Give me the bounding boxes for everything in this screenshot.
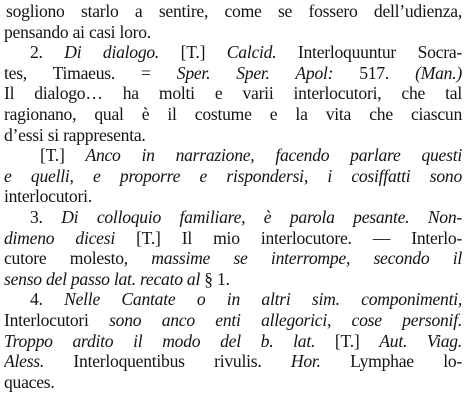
quotation-text: d’essi si rappresenta. bbox=[4, 124, 146, 145]
text-line-14 bbox=[4, 269, 462, 290]
author-citation: Hor. bbox=[290, 351, 321, 372]
sense-heading: e quelli, e proporre e rispondersi, i cosiffatti sono bbox=[4, 165, 462, 186]
section-number: 3. bbox=[30, 206, 62, 227]
author-citation: Aut. Viag. bbox=[379, 330, 462, 351]
section-number: 2. bbox=[30, 42, 65, 63]
text-line-4 bbox=[4, 63, 462, 84]
quotation-text: [T.] Il mio interlocutore. — Interlo- bbox=[114, 227, 462, 248]
author-citation: Aless. bbox=[4, 351, 45, 372]
text-segment: sogliono starlo a sentire, come se fossero dell’udienza, bbox=[6, 1, 462, 21]
text-line-5 bbox=[4, 83, 462, 104]
author-citation: Sper. Sper. Apol: bbox=[176, 62, 334, 83]
quotation-text: Interloquuntur Socra- bbox=[276, 42, 462, 63]
text-line-1 bbox=[4, 1, 462, 22]
text-line-8 bbox=[4, 145, 462, 166]
quotation-text: ragionano, qual è il costume e la vita che ciascun bbox=[4, 103, 462, 124]
headword-form: Interlocutori bbox=[4, 309, 110, 330]
sense-heading: Di dialogo. bbox=[64, 42, 160, 63]
quotation-text: Interloquentibus rivulis. bbox=[44, 351, 291, 372]
quotation-text: cutore molesto, bbox=[4, 248, 152, 269]
sense-heading: senso del passo lat. recato al bbox=[4, 268, 201, 289]
quotation-text: tes, Timaeus. = bbox=[4, 62, 177, 83]
quotation-text: quaces. bbox=[4, 371, 55, 392]
text-line-18 bbox=[4, 351, 462, 372]
source-tag: [T.] bbox=[315, 330, 380, 351]
text-line-16 bbox=[4, 310, 462, 331]
author-citation: Calcid. bbox=[226, 42, 277, 63]
text-line-3 bbox=[4, 42, 462, 63]
dictionary-entry-text bbox=[4, 1, 462, 392]
sense-heading: Di colloquio familiare, è parola pesante. Non- bbox=[61, 206, 462, 227]
text-line-19 bbox=[4, 372, 462, 393]
sense-heading: Troppo ardito il modo del b. lat. bbox=[4, 330, 316, 351]
text-line-15 bbox=[4, 289, 462, 310]
sense-heading: dimeno dicesi bbox=[4, 227, 115, 248]
section-number: 4. bbox=[30, 289, 65, 310]
text-line-17 bbox=[4, 331, 462, 352]
page-reference: 517. bbox=[333, 62, 416, 83]
text-segment: pensando ai casi loro. bbox=[4, 21, 151, 42]
text-line-13 bbox=[4, 248, 462, 269]
quotation-text: interlocutori. bbox=[4, 186, 92, 207]
text-line-2 bbox=[4, 22, 462, 43]
quotation-text: Lymphae lo- bbox=[320, 351, 462, 372]
text-line-11 bbox=[4, 207, 462, 228]
section-reference: § 1. bbox=[200, 268, 230, 289]
source-abbreviation: (Man.) bbox=[415, 62, 462, 83]
sense-heading: sono anco enti allegorici, cose personif. bbox=[109, 309, 462, 330]
text-line-6 bbox=[4, 104, 462, 125]
text-line-7 bbox=[4, 125, 462, 146]
quotation-text: Il dialogo… ha molti e varii interlocutori, che tal bbox=[4, 83, 462, 104]
source-tag: [T.] bbox=[159, 42, 227, 63]
sense-heading: Anco in narrazione, facendo parlare questi bbox=[85, 145, 462, 166]
text-line-9 bbox=[4, 166, 462, 187]
text-line-12 bbox=[4, 228, 462, 249]
text-line-10 bbox=[4, 186, 462, 207]
source-tag: [T.] bbox=[40, 145, 86, 166]
sense-heading: Nelle Cantate o in altri sim. componimenti, bbox=[64, 289, 462, 310]
sense-heading: massime se interrompe, secondo il bbox=[151, 248, 462, 269]
